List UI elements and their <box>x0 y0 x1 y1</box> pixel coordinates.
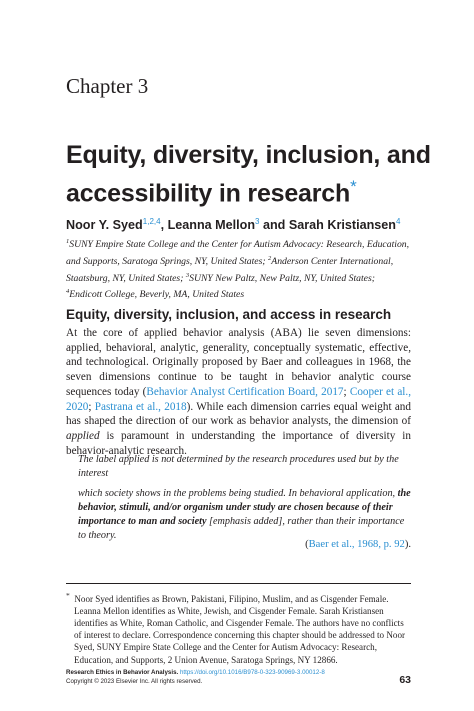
paragraph-text: ; <box>343 385 350 398</box>
quote-emphasis: the behavior, stimuli, and/or organism under study are chosen because of their importance to man and society <box>78 488 411 527</box>
affiliation-number: 3 <box>185 271 190 279</box>
citation-link[interactable]: Baer et al., 1968, p. 92 <box>308 539 405 550</box>
paragraph-text: At the core of applied behavior analysis (ABA) lie seven dimensions: applied, behavioral, analytic, generality, conceptually systematic, effective, and technological. Originally proposed by Baer and colleagues in 1968, the seven dimensions continue to be taught in behavior analytic course sequences today ( <box>66 327 411 398</box>
citation-paren: ( <box>305 539 309 550</box>
citation-paren: ). <box>404 539 411 550</box>
affiliation-ref[interactable]: 1,2,4 <box>142 217 161 226</box>
affiliation-text: Anderson Center International, Staatsburg, NY, United States; <box>66 256 394 284</box>
author-separator: , <box>160 218 168 233</box>
chapter-title <box>66 140 466 209</box>
affiliations <box>66 235 411 302</box>
author-name: Leanna Mellon <box>167 218 256 233</box>
author-name: Sarah Kristiansen <box>288 218 396 233</box>
doi-link[interactable]: https://doi.org/10.1016/B978-0-323-90969-3.00012-8 <box>179 669 325 676</box>
footer-source <box>66 669 325 676</box>
affiliation-ref[interactable]: 4 <box>395 217 401 226</box>
citation-link[interactable]: Cooper et al., 2020 <box>66 385 411 413</box>
citation-link[interactable]: Behavior Analyst Certification Board, 2017 <box>146 385 344 398</box>
affiliation-ref[interactable]: 3 <box>255 217 260 226</box>
affiliation-text: SUNY Empire State College and the Center for Autism Advocacy: Research, Education, and Supports, Saratoga Springs, NY, United States; <box>66 239 410 268</box>
affiliation-number: 2 <box>268 254 272 262</box>
paragraph-text: is paramount in understanding the importance of diversity in behavior-analytic research. <box>66 429 411 457</box>
author-list <box>66 217 400 232</box>
chapter-title-line1: Equity, diversity, inclusion, and <box>66 141 431 169</box>
paragraph-text: ; <box>88 400 95 413</box>
chapter-title-line2-text: accessibility in research <box>66 179 351 208</box>
body-paragraph <box>66 326 411 458</box>
title-footnote-mark[interactable]: * <box>350 177 357 196</box>
footnote-mark: * <box>66 591 70 600</box>
block-quote-line1: The label applied is not determined by the research procedures used but by the interest <box>78 454 399 479</box>
affiliation-number: 1 <box>66 238 70 245</box>
author-name: Noor Y. Syed <box>66 218 143 233</box>
footnote-rule <box>66 583 411 584</box>
block-quote-body <box>78 487 411 543</box>
emphasized-term: applied <box>66 429 100 442</box>
copyright-notice: Copyright © 2023 Elsevier Inc. All rights reserved. <box>66 678 203 685</box>
affiliation-text: SUNY New Paltz, New Paltz, NY, United States; <box>189 272 375 284</box>
quote-text: which society shows in the problems being studied. In behavioral application, <box>78 488 398 499</box>
quote-citation <box>305 539 411 550</box>
footnote-text: Noor Syed identifies as Brown, Pakistani, Filipino, Muslim, and as Cisgender Female. Leanna Mellon identifies as White, Jewish, and Cisgender Female. Sarah Kristiansen identifies as White, Roman Catholic, and Cisgender Female. The authors have no conflicts of interest to declare. Correspondence concerning this chapter should be addressed to Noor Syed, SUNY Empire State College and the Center for Autism Advocacy: Research, Education, and Supports, 2 Union Avenue, Saratoga Springs, NY 12866. <box>74 594 406 665</box>
chapter-label: Chapter 3 <box>66 74 149 98</box>
section-heading: Equity, diversity, inclusion, and access in research <box>66 307 392 322</box>
affiliation-number: 4 <box>66 288 70 296</box>
citation-link[interactable]: Pastrana et al., 2018 <box>94 400 187 413</box>
page-number: 63 <box>399 674 411 686</box>
affiliation-text: Endicott College, Beverly, MA, United States <box>69 289 245 301</box>
quote-text: [emphasis added], rather than their importance to theory. <box>78 516 405 541</box>
book-title: Research Ethics in Behavior Analysis. <box>66 669 179 676</box>
footnote <box>66 590 411 666</box>
paragraph-text: ). While each dimension carries equal weight and has shaped the direction of our work as behavior analysts, the dimension of <box>66 400 411 428</box>
chapter-title-line2 <box>66 171 466 209</box>
author-separator: and <box>259 218 289 233</box>
